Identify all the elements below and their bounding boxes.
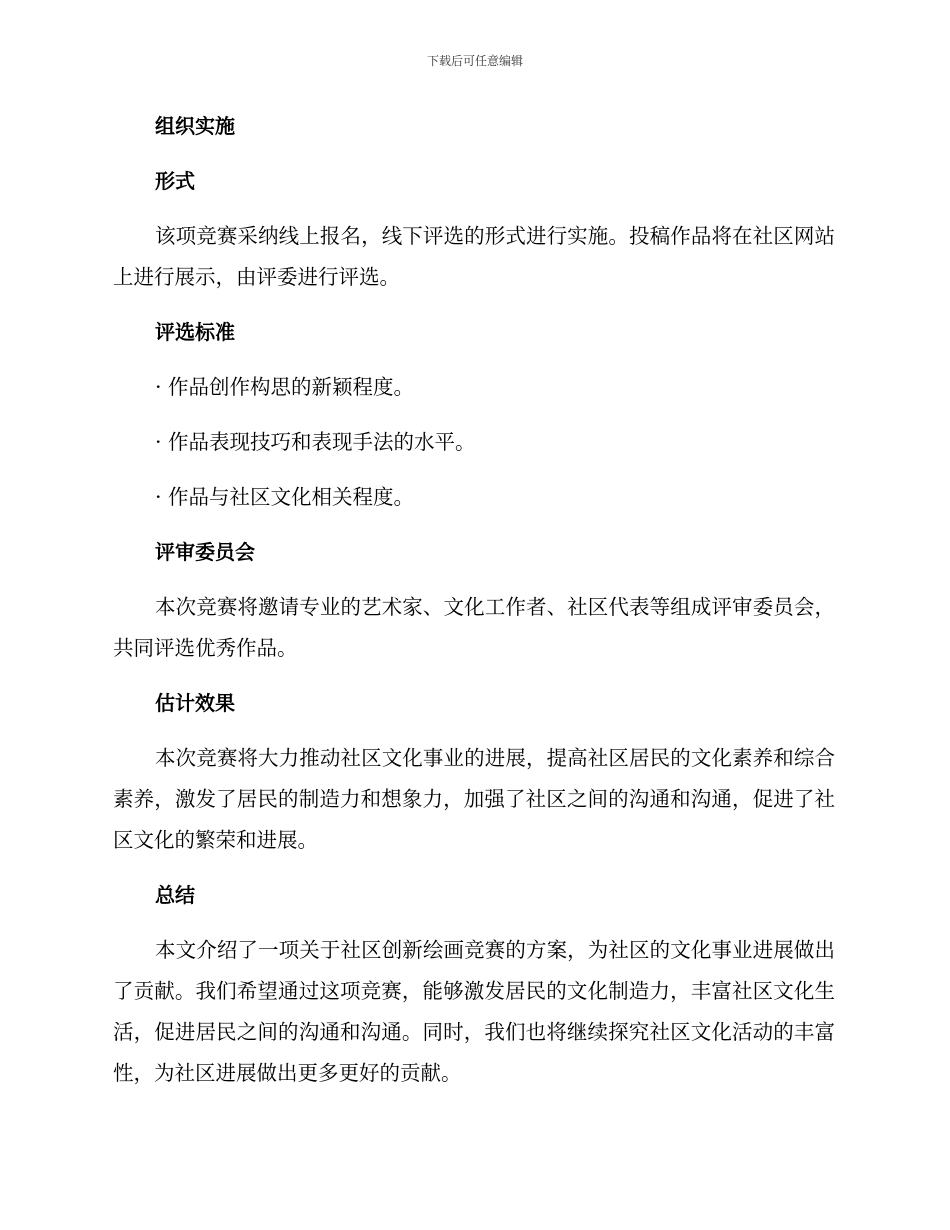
- committee-paragraph: 本次竞赛将邀请专业的艺术家、文化工作者、社区代表等组成评审委员会，共同评选优秀作品。: [113, 595, 835, 660]
- committee-heading: 评审委员会: [155, 540, 255, 564]
- summary-heading: 总结: [155, 883, 195, 907]
- form-paragraph: 该项竞赛采纳线上报名，线下评选的形式进行实施。投稿作品将在社区网站上进行展示，由评委进行评选。: [113, 224, 835, 289]
- criteria-heading: 评选标准: [155, 320, 235, 344]
- criteria-item-technique: · 作品表现技巧和表现手法的水平。: [155, 430, 476, 454]
- effect-paragraph: 本次竞赛将大力推动社区文化事业的进展，提高社区居民的文化素养和综合素养，激发了居民的制造力和想象力，加强了社区之间的沟通和沟通，促进了社区文化的繁荣和进展。: [113, 746, 835, 852]
- document-body: [113, 106, 835, 1108]
- form-heading: 形式: [155, 169, 195, 193]
- effect-heading: 估计效果: [155, 691, 235, 715]
- page-header: 下载后可任意编辑: [426, 54, 523, 68]
- criteria-item-relevance: · 作品与社区文化相关程度。: [155, 485, 415, 509]
- section-title: 组织实施: [155, 114, 235, 138]
- criteria-item-novelty: · 作品创作构思的新颖程度。: [155, 375, 415, 399]
- summary-paragraph: 本文介绍了一项关于社区创新绘画竞赛的方案，为社区的文化事业进展做出了贡献。我们希望通过这项竞赛，能够激发居民的文化制造力，丰富社区文化生活，促进居民之间的沟通和沟通。同时，我们也将继续探究社区文化活动的丰富性，为社区进展做出更多更好的贡献。: [113, 938, 835, 1085]
